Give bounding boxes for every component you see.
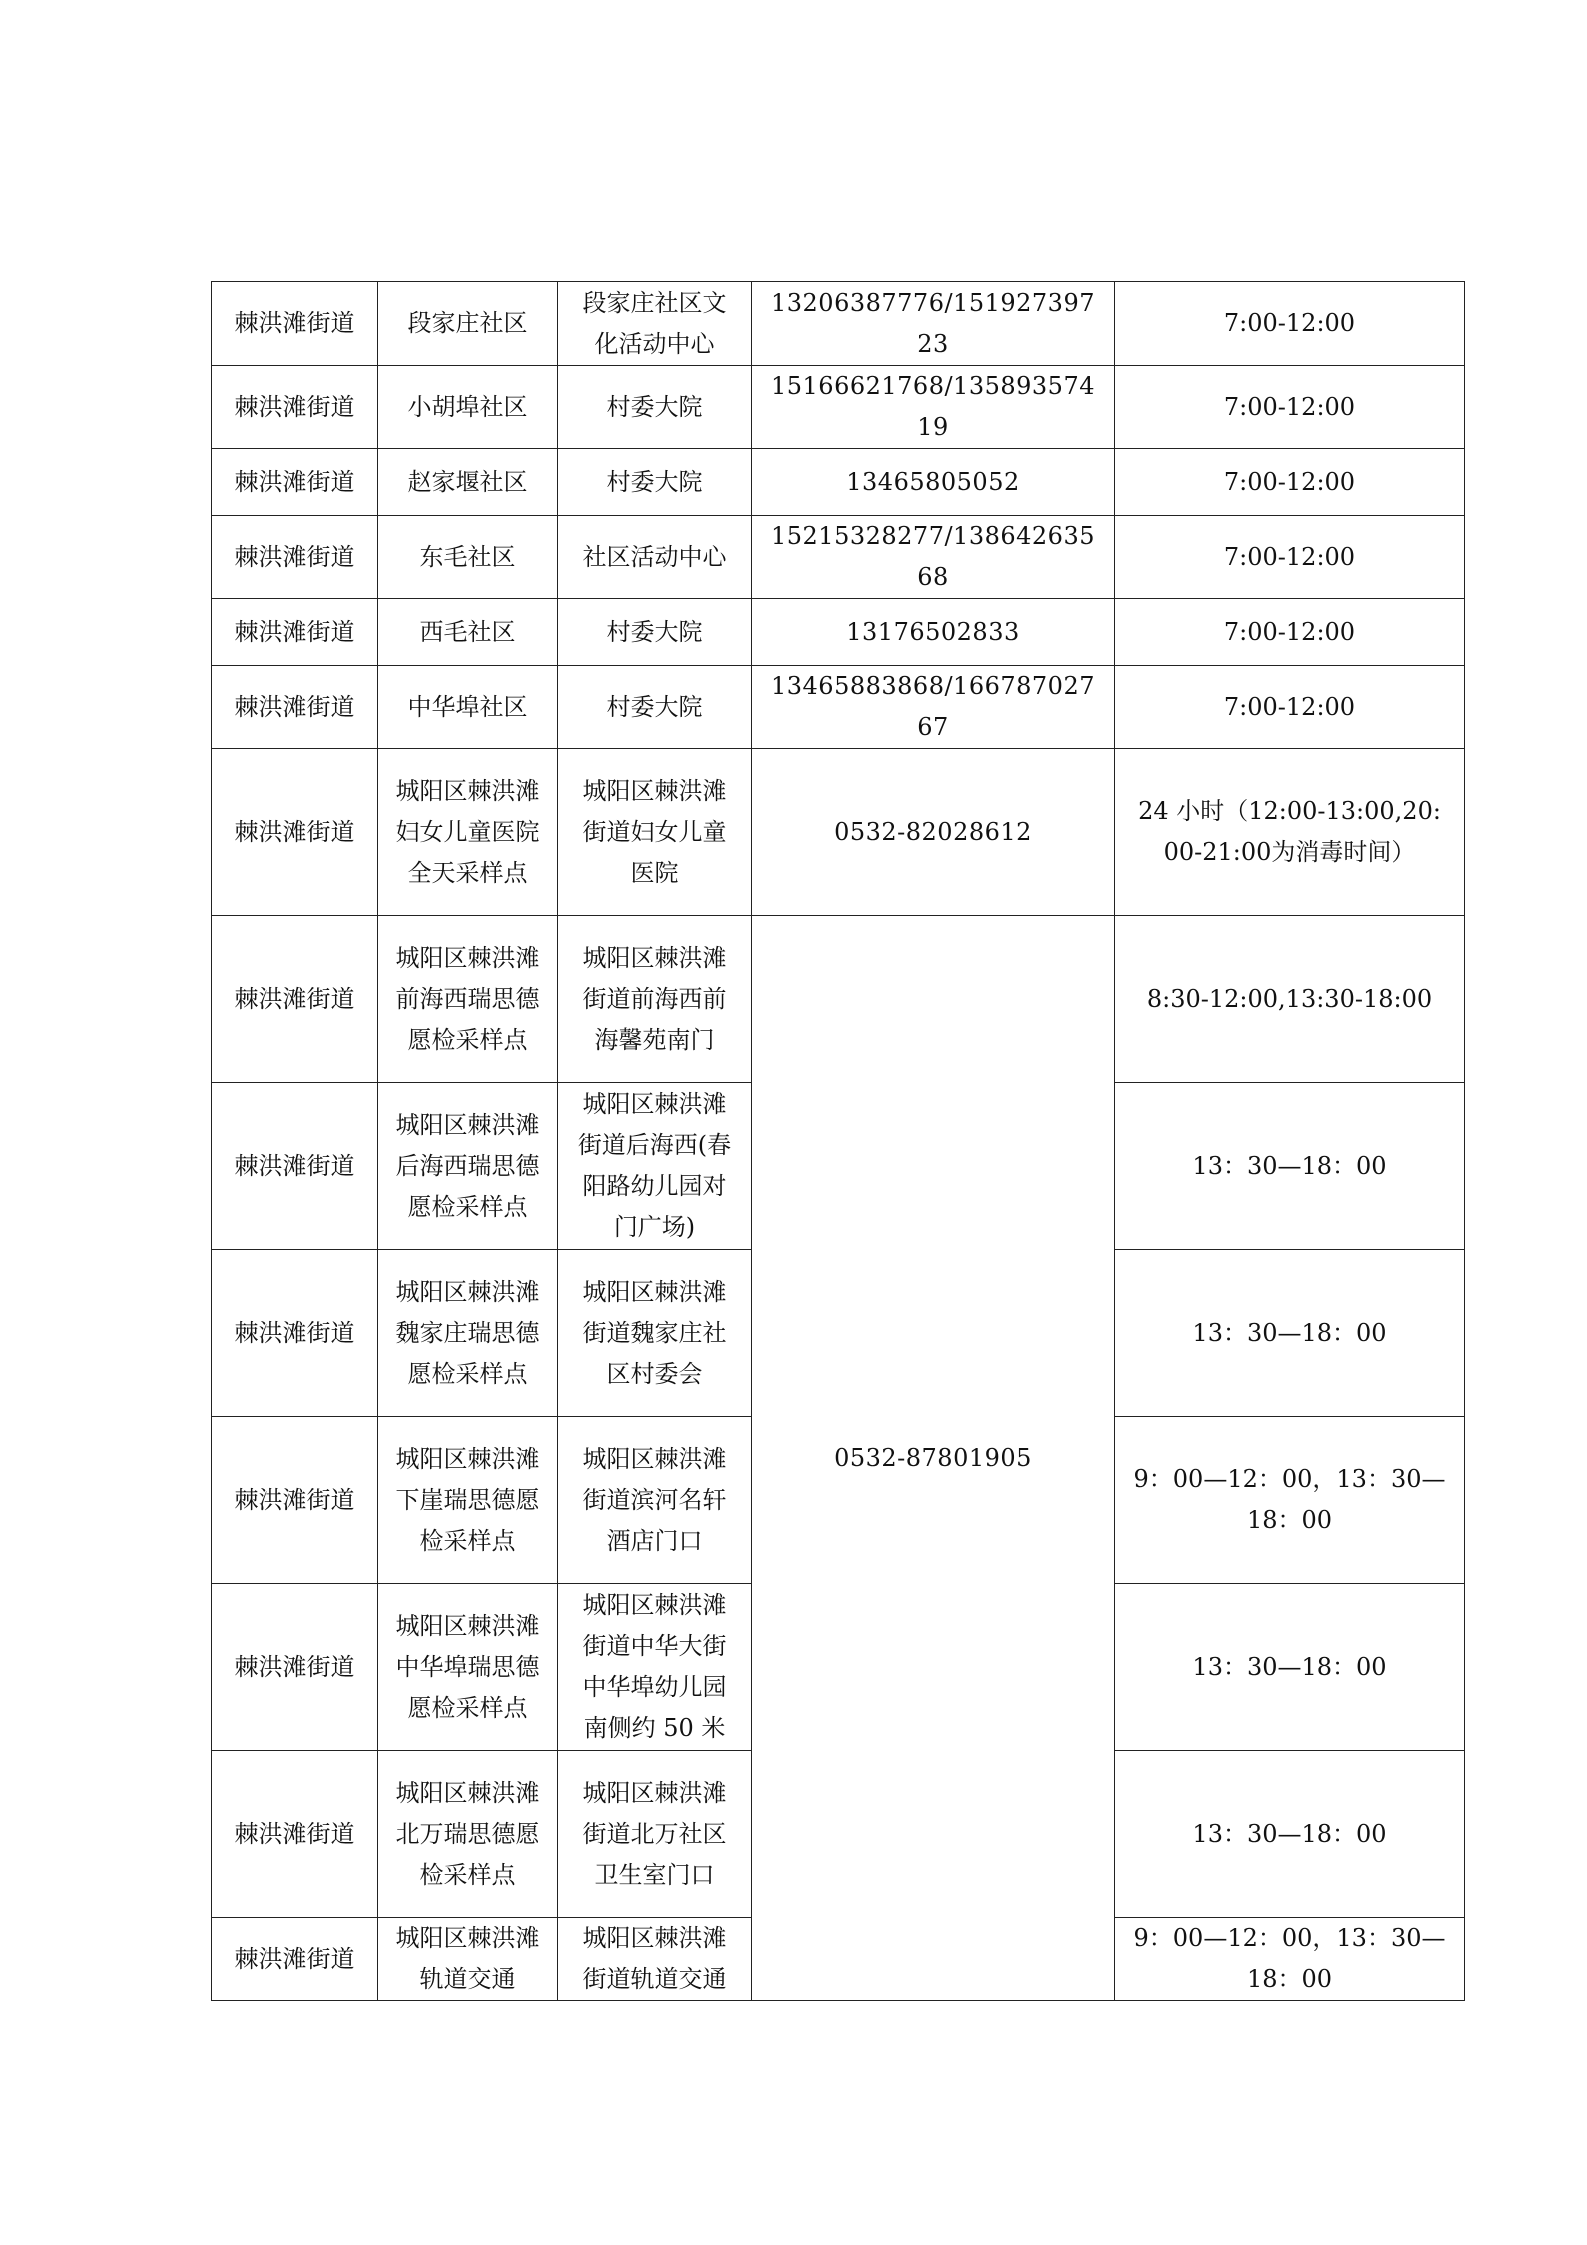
street-cell: 棘洪滩街道 [212,1083,378,1250]
shared-phone-cell: 0532-87801905 [752,916,1115,2001]
phone-cell: 13465883868/16678702767 [752,666,1115,749]
hours-cell: 13：30—18：00 [1115,1751,1465,1918]
street-cell: 棘洪滩街道 [212,516,378,599]
street-cell: 棘洪滩街道 [212,666,378,749]
community-cell: 赵家堰社区 [378,449,558,516]
street-cell: 棘洪滩街道 [212,1918,378,2001]
location-cell: 城阳区棘洪滩街道前海西前海馨苑南门 [558,916,752,1083]
location-cell: 村委大院 [558,666,752,749]
community-cell: 中华埠社区 [378,666,558,749]
street-cell: 棘洪滩街道 [212,1751,378,1918]
location-cell: 城阳区棘洪滩街道滨河名轩酒店门口 [558,1417,752,1584]
location-cell: 城阳区棘洪滩街道魏家庄社区村委会 [558,1250,752,1417]
hours-cell: 13：30—18：00 [1115,1083,1465,1250]
location-cell: 村委大院 [558,366,752,449]
hours-cell: 7:00-12:00 [1115,666,1465,749]
hours-cell: 9：00—12：00，13：30—18：00 [1115,1417,1465,1584]
hours-cell: 7:00-12:00 [1115,449,1465,516]
table-row [212,516,1465,599]
hours-cell: 9：00—12：00，13：30—18：00 [1115,1918,1465,2001]
community-cell: 城阳区棘洪滩下崖瑞思德愿检采样点 [378,1417,558,1584]
phone-cell: 13176502833 [752,599,1115,666]
street-cell: 棘洪滩街道 [212,1250,378,1417]
table-row [212,599,1465,666]
hours-cell: 24 小时（12:00-13:00,20:00-21:00为消毒时间） [1115,749,1465,916]
street-cell: 棘洪滩街道 [212,366,378,449]
location-cell: 城阳区棘洪滩街道后海西(春阳路幼儿园对门广场) [558,1083,752,1250]
community-cell: 城阳区棘洪滩中华埠瑞思德愿检采样点 [378,1584,558,1751]
location-cell: 城阳区棘洪滩街道中华大街中华埠幼儿园南侧约 50 米 [558,1584,752,1751]
community-cell: 小胡埠社区 [378,366,558,449]
location-cell: 城阳区棘洪滩街道北万社区卫生室门口 [558,1751,752,1918]
table-row [212,282,1465,366]
street-cell: 棘洪滩街道 [212,1417,378,1584]
phone-cell: 13206387776/15192739723 [752,282,1115,366]
location-cell: 村委大院 [558,599,752,666]
street-cell: 棘洪滩街道 [212,599,378,666]
phone-cell: 15215328277/13864263568 [752,516,1115,599]
hours-cell: 7:00-12:00 [1115,516,1465,599]
hours-cell: 8:30-12:00,13:30-18:00 [1115,916,1465,1083]
hours-cell: 13：30—18：00 [1115,1250,1465,1417]
community-cell: 西毛社区 [378,599,558,666]
phone-cell: 15166621768/13589357419 [752,366,1115,449]
location-cell: 村委大院 [558,449,752,516]
community-cell: 东毛社区 [378,516,558,599]
table-row [212,666,1465,749]
hours-cell: 7:00-12:00 [1115,599,1465,666]
location-cell: 段家庄社区文化活动中心 [558,282,752,366]
community-cell: 段家庄社区 [378,282,558,366]
street-cell: 棘洪滩街道 [212,449,378,516]
street-cell: 棘洪滩街道 [212,1584,378,1751]
community-cell: 城阳区棘洪滩魏家庄瑞思德愿检采样点 [378,1250,558,1417]
table-row [212,449,1465,516]
location-cell: 城阳区棘洪滩街道妇女儿童医院 [558,749,752,916]
hours-cell: 7:00-12:00 [1115,366,1465,449]
testing-sites-table [211,281,1465,2001]
hours-cell: 13：30—18：00 [1115,1584,1465,1751]
community-cell: 城阳区棘洪滩前海西瑞思德愿检采样点 [378,916,558,1083]
table-row [212,749,1465,916]
community-cell: 城阳区棘洪滩妇女儿童医院全天采样点 [378,749,558,916]
phone-cell: 0532-82028612 [752,749,1115,916]
community-cell: 城阳区棘洪滩北万瑞思德愿检采样点 [378,1751,558,1918]
community-cell: 城阳区棘洪滩轨道交通 [378,1918,558,2001]
street-cell: 棘洪滩街道 [212,916,378,1083]
location-cell: 城阳区棘洪滩街道轨道交通 [558,1918,752,2001]
table-row [212,366,1465,449]
table-row [212,916,1465,1083]
street-cell: 棘洪滩街道 [212,749,378,916]
community-cell: 城阳区棘洪滩后海西瑞思德愿检采样点 [378,1083,558,1250]
location-cell: 社区活动中心 [558,516,752,599]
phone-cell: 13465805052 [752,449,1115,516]
hours-cell: 7:00-12:00 [1115,282,1465,366]
street-cell: 棘洪滩街道 [212,282,378,366]
